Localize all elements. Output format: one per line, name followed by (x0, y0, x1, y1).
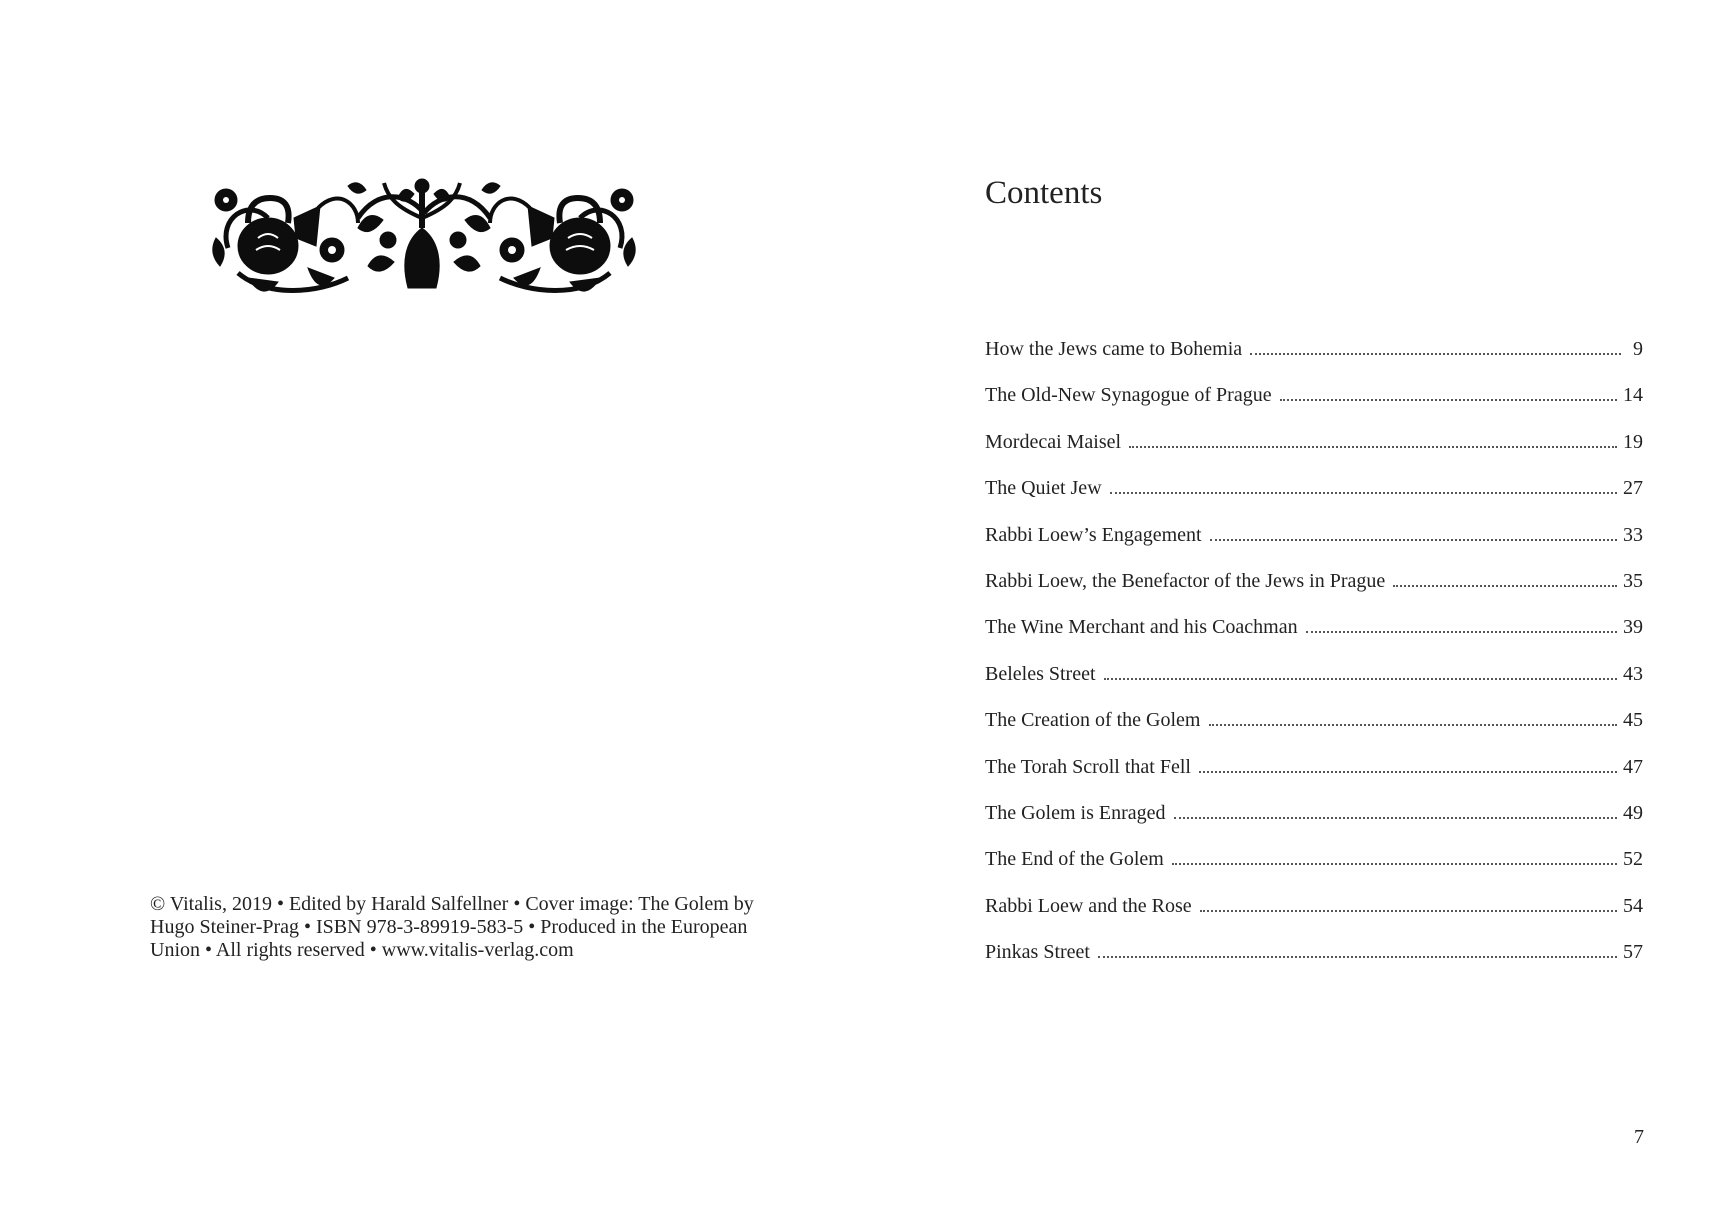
toc-entry-title: Pinkas Street (985, 941, 1090, 964)
dot-leader (1098, 956, 1617, 958)
toc-entry-page: 45 (1623, 709, 1643, 732)
toc-entry-page: 27 (1623, 477, 1643, 500)
toc-entry-title: Rabbi Loew’s Engagement (985, 523, 1202, 546)
dot-leader (1200, 910, 1617, 912)
toc-entry (985, 384, 1643, 430)
imprint-text: © Vitalis, 2019 • Edited by Harald Salfellner • Cover image: The Golem by Hugo Steiner-Prag • ISBN 978-3-89919-583-5 • Produced in the European Union • All rights reserved • www.vitalis-verlag.com (150, 893, 754, 961)
toc-entry-title: The Quiet Jew (985, 477, 1102, 500)
toc-entry (985, 570, 1643, 616)
toc-entry (985, 477, 1643, 523)
dot-leader (1210, 539, 1617, 541)
toc-entry-title: Rabbi Loew and the Rose (985, 894, 1192, 917)
toc-entry-page: 49 (1623, 801, 1643, 824)
toc-entry (985, 616, 1643, 662)
toc-entry (985, 895, 1643, 941)
dot-leader (1250, 353, 1621, 355)
toc-entry-page: 57 (1623, 941, 1643, 964)
toc-entry (985, 941, 1643, 987)
dot-leader (1199, 771, 1617, 773)
toc-entry-title: The Old-New Synagogue of Prague (985, 384, 1272, 407)
toc-entry-title: The Torah Scroll that Fell (985, 755, 1191, 778)
toc-entry-page: 39 (1623, 616, 1643, 639)
toc-entry-page: 19 (1623, 430, 1643, 453)
toc-entry-page: 54 (1623, 894, 1643, 917)
floral-woodcut-ornament-icon (208, 178, 640, 302)
toc-entry (985, 802, 1643, 848)
dot-leader (1280, 399, 1617, 401)
toc-entry-page: 9 (1633, 338, 1643, 360)
page-title: Contents (985, 175, 1103, 211)
dot-leader (1104, 678, 1617, 680)
toc-entry-title: The Wine Merchant and his Coachman (985, 616, 1298, 639)
toc-entry (985, 663, 1643, 709)
dot-leader (1306, 631, 1617, 633)
toc-entry-title: How the Jews came to Bohemia (985, 338, 1243, 360)
toc-entry (985, 524, 1643, 570)
dot-leader (1129, 446, 1617, 448)
toc-entry-title: The Golem is Enraged (985, 801, 1166, 824)
toc-entry-page: 47 (1623, 755, 1643, 778)
page-number: 7 (1634, 1126, 1644, 1148)
toc-entry-title: The Creation of the Golem (985, 709, 1201, 732)
toc-entry-page: 35 (1623, 569, 1643, 592)
toc-entry (985, 431, 1643, 477)
dot-leader (1174, 817, 1618, 819)
toc-entry-page: 33 (1623, 523, 1643, 546)
toc-entry (985, 848, 1643, 894)
toc-entry (985, 709, 1643, 755)
table-of-contents (985, 338, 1643, 987)
toc-entry-title: Mordecai Maisel (985, 430, 1122, 453)
dot-leader (1209, 724, 1618, 726)
toc-entry (985, 338, 1643, 384)
dot-leader (1393, 585, 1617, 587)
toc-entry-title: The End of the Golem (985, 848, 1164, 871)
dot-leader (1172, 863, 1617, 865)
toc-entry-page: 43 (1623, 662, 1643, 685)
toc-entry-title: Beleles Street (985, 662, 1096, 685)
dot-leader (1110, 492, 1617, 494)
toc-entry-page: 14 (1623, 384, 1643, 407)
toc-entry-page: 52 (1623, 848, 1643, 871)
toc-entry-title: Rabbi Loew, the Benefactor of the Jews in Prague (985, 569, 1386, 592)
toc-entry (985, 756, 1643, 802)
